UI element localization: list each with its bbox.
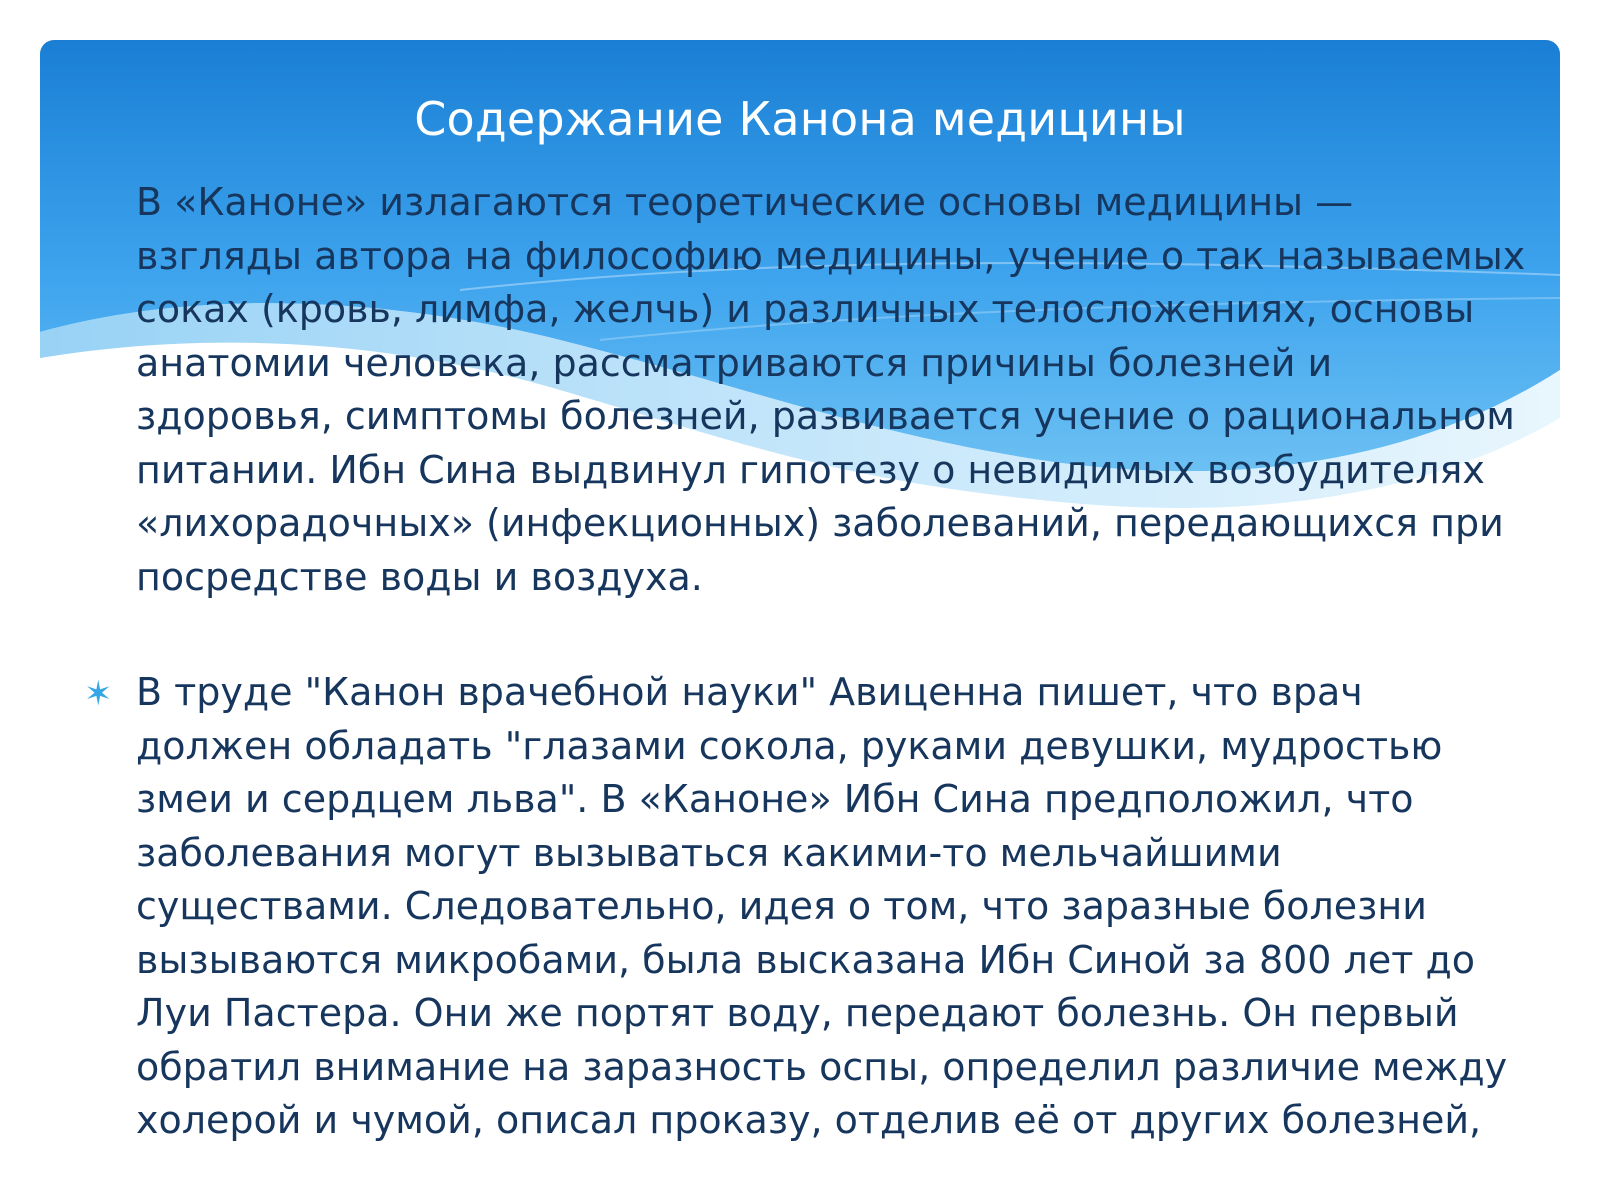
- star-bullet-icon: ✶: [84, 674, 113, 714]
- slide-title: Содержание Канона медицины: [414, 92, 1186, 146]
- paragraph-1: В «Каноне» излагаются теоретические основы медицины — взгляды автора на философию медицины, учение о так называемых соках (кровь, лимфа, желчь) и различных телосложениях, основы анатомии человека, рассматриваются причины болезней и здоровья, симптомы болезней, развивается учение о рациональном питании. Ибн Сина выдвинул гипотезу о невидимых возбудителях «лихорадочных» (инфекционных) заболеваний, передающихся при посредстве воды и воздуха.: [136, 180, 1526, 599]
- paragraph-2: В труде "Канон врачебной науки" Авиценна пишет, что врач должен обладать "глазами сокола, руками девушки, мудростью змеи и сердцем льва". В «Каноне» Ибн Сина предположил, что заболевания могут вызываться какими-то мельчайшими существами. Следовательно, идея о том, что заразные болезни вызываются микробами, была высказана Ибн Синой за 800 лет до Луи Пастера. Они же портят воду, передают болезнь. Он первый обратил внимание на заразность оспы, определил различие между холерой и чумой, описал проказу, отделив её от других болезней,: [136, 670, 1508, 1142]
